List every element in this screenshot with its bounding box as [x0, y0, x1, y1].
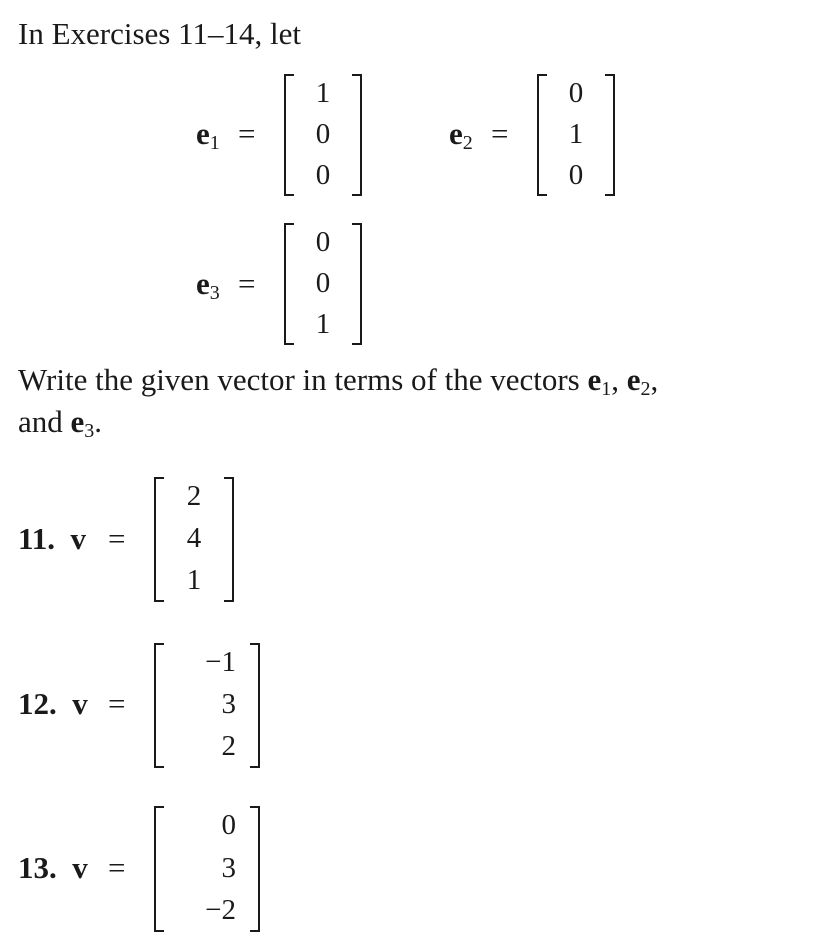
matrix-entry: 0 — [315, 159, 331, 191]
exercise-12-matrix — [154, 643, 260, 768]
exercise-13-equals: = — [108, 850, 126, 885]
matrix-entry: 4 — [186, 522, 202, 554]
matrix-entry: 3 — [221, 688, 236, 720]
e1-label: $e_1$ — [196, 116, 220, 154]
matrix-entry: 0 — [221, 809, 236, 841]
e2-matrix — [537, 74, 615, 196]
exercise-11-equals: = — [108, 521, 126, 556]
matrix-entry: 1 — [568, 118, 584, 150]
exercise-11-matrix — [154, 477, 234, 602]
e2-label: $e_2$ — [449, 116, 473, 154]
e3-equals: = — [238, 266, 256, 301]
exercise-12-equals: = — [108, 686, 126, 721]
exercise-13-label: 13. v — [18, 850, 88, 885]
matrix-entry: 2 — [186, 480, 202, 512]
matrix-entry: −1 — [205, 646, 236, 678]
matrix-entry: 0 — [315, 267, 331, 299]
matrix-entry: 1 — [315, 308, 331, 340]
e1-matrix — [284, 74, 362, 196]
exercise-12-label: 12. v — [18, 686, 88, 721]
intro-text: In Exercises 11–14, let — [18, 16, 301, 51]
e3-label: $e_3$ — [196, 266, 220, 304]
e2-equals: = — [491, 116, 509, 151]
exercise-13-matrix — [154, 806, 260, 932]
matrix-entry: 0 — [568, 159, 584, 191]
matrix-entry: 0 — [568, 77, 584, 109]
matrix-entry: 0 — [315, 226, 331, 258]
matrix-entry: 1 — [315, 77, 331, 109]
instruction-line-1: Write the given vector in terms of the vectors $e_1$, $e_2$, — [18, 362, 659, 400]
matrix-entry: 1 — [186, 564, 202, 596]
e3-matrix — [284, 223, 362, 345]
matrix-entry: 3 — [221, 852, 236, 884]
exercise-11-label: 11. v — [18, 521, 87, 556]
e1-equals: = — [238, 116, 256, 151]
instruction-line-2: and $e_3$. — [18, 404, 103, 442]
matrix-entry: 2 — [221, 730, 236, 762]
matrix-entry: −2 — [205, 894, 236, 926]
matrix-entry: 0 — [315, 118, 331, 150]
